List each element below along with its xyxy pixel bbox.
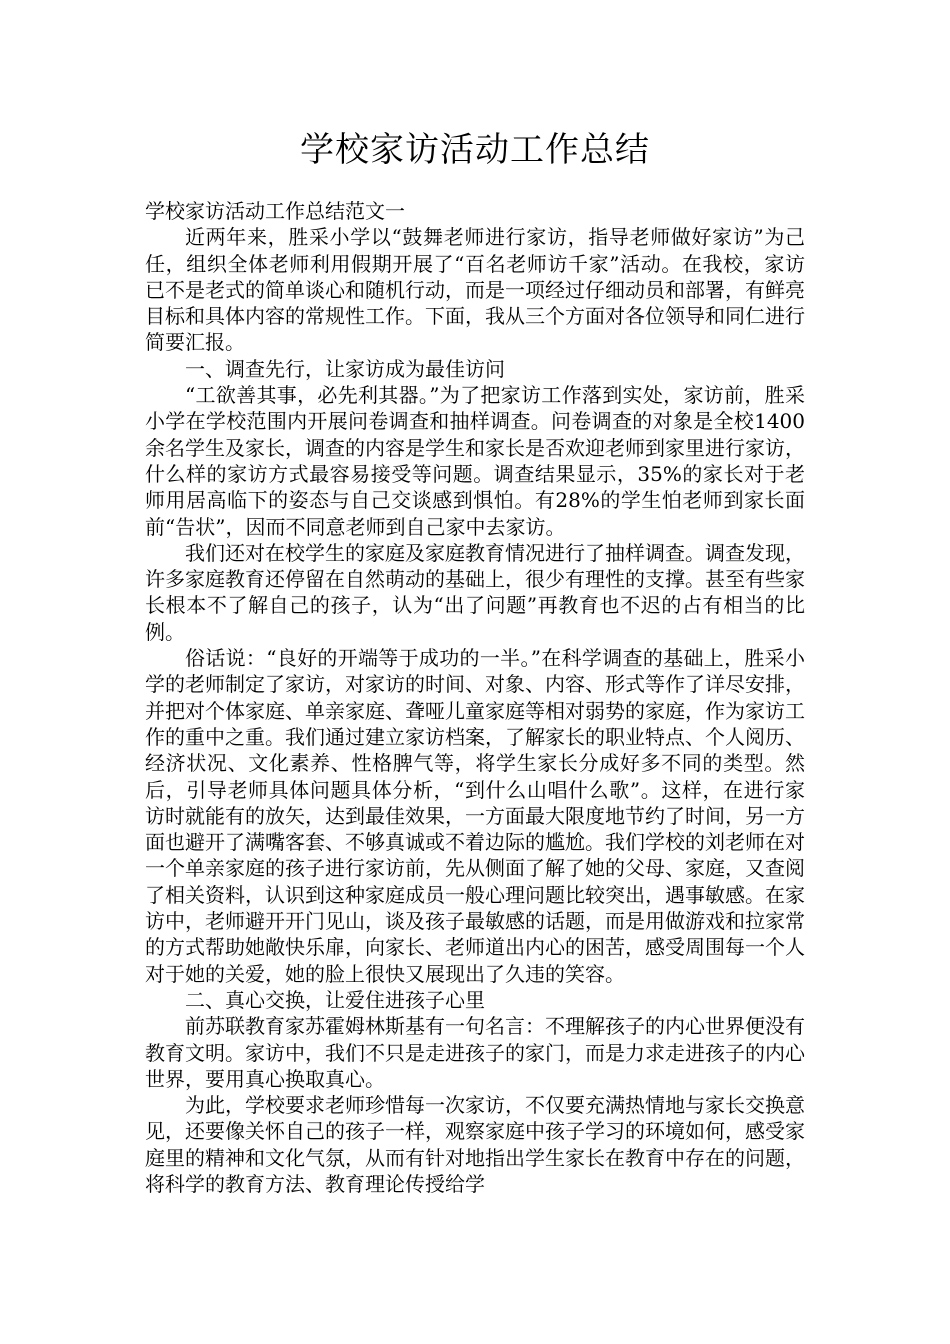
paragraph: 近两年来，胜采小学以“鼓舞老师进行家访，指导老师做好家访”为己任，组织全体老师利用假期开展了“百名老师访千家”活动。在我校，家访已不是老式的简单谈心和随机行动，而是一项经过仔细动员和部署，有鲜亮目标和具体内容的常规性工作。下面，我从三个方面对各位领导和同仁进行简要汇报。: [145, 225, 805, 355]
document-body: [145, 198, 805, 1197]
paragraph: 我们还对在校学生的家庭及家庭教育情况进行了抽样调查。调查发现，许多家庭教育还停留在自然萌动的基础上，很少有理性的支撑。甚至有些家长根本不了解自己的孩子，认为“出了问题”再教育也不迟的占有相当的比例。: [145, 540, 805, 644]
paragraph: 俗话说：“良好的开端等于成功的一半。”在科学调查的基础上，胜采小学的老师制定了家访，对家访的时间、对象、内容、形式等作了详尽安排，并把对个体家庭、单亲家庭、聋哑儿童家庭等相对弱势的家庭，作为家访工作的重中之重。我们通过建立家访档案，了解家长的职业特点、个人阅历、经济状况、文化素养、性格脾气等，将学生家长分成好多不同的类型。然后，引导老师具体问题具体分析，“到什么山唱什么歌”。这样，在进行家访时就能有的放矢，达到最佳效果，一方面最大限度地节约了时间，另一方面也避开了满嘴客套、不够真诚或不着边际的尴尬。我们学校的刘老师在对一个单亲家庭的孩子进行家访前，先从侧面了解了她的父母、家庭，又查阅了相关资料，认识到这种家庭成员一般心理问题比较突出，遇事敏感。在家访中，老师避开开门见山，谈及孩子最敏感的话题，而是用做游戏和拉家常的方式帮助她敞快乐扉，向家长、老师道出内心的困苦，感受周围每一个人对于她的关爱，她的脸上很快又展现出了久违的笑容。: [145, 646, 805, 986]
section-heading: 二、真心交换，让爱住进孩子心里: [185, 987, 485, 1012]
document-title: 学校家访活动工作总结: [300, 130, 650, 170]
paragraph: 前苏联教育家苏霍姆林斯基有一句名言：不理解孩子的内心世界便没有教育文明。家访中，我们不只是走进孩子的家门，而是力求走进孩子的内心世界，要用真心换取真心。: [145, 1014, 805, 1091]
paragraph: 为此，学校要求老师珍惜每一次家访，不仅要充满热情地与家长交换意见，还要像关怀自己的孩子一样，观察家庭中孩子学习的环境如何，感受家庭里的精神和文化气氛，从而有针对地指出学生家长在教育中存在的问题，将科学的教育方法、教育理论传授给学: [145, 1093, 805, 1196]
paragraph: “工欲善其事，必先利其器。”为了把家访工作落到实处，家访前，胜采小学在学校范围内开展问卷调查和抽样调查。问卷调查的对象是全校1400余名学生及家长，调查的内容是学生和家长是否欢迎老师到家里进行家访，什么样的家访方式最容易接受等问题。调查结果显示，35%的家长对于老师用居高临下的姿态与自己交谈感到惧怕。有28%的学生怕老师到家长面前“告状”，因而不同意老师到自己家中去家访。: [145, 383, 805, 539]
document-subtitle: 学校家访活动工作总结范文一: [145, 199, 405, 223]
section-heading: 一、调查先行，让家访成为最佳访问: [185, 356, 505, 381]
